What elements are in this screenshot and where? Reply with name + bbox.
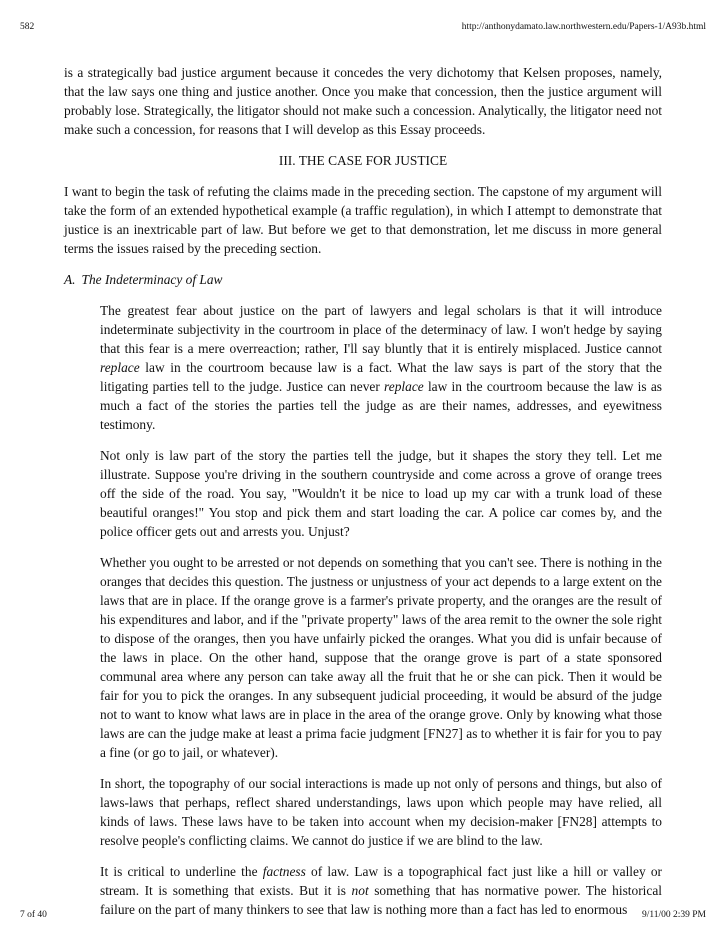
paragraph-text: law in the courtroom because the law is as much a fact of the stories the parties tell the judge as are their names, addresses, and eyewitness testimony. [100,379,662,432]
emphasis-text: factness [262,864,306,879]
subsection-heading [64,270,662,289]
subsection-body [100,301,662,919]
paragraph-text: It is critical to underline the [100,864,263,879]
paragraph-text: The greatest fear about justice on the part of lawyers and legal scholars is that it will introduce indeterminate subjectivity in the courtroom in place of the determinacy of law. I won't hedge by saying that this fear is a mere overreaction; rather, I'll say bluntly that it is entirely misplaced. Justice cannot [100,303,662,356]
paragraph-text: something that has normative power. The historical failure on the part of many thinkers to see that law is nothing more than a fact has led to enormous [100,883,663,917]
page-footer [20,910,706,920]
section-intro-paragraph: I want to begin the task of refuting the claims made in the preceding section. The capstone of my argument will take the form of an extended hypothetical example (a traffic regulation), in which I attempt to demonstrate that justice is an inextricable part of law. But before we get to that demonstration, let me discuss in more general terms the issues raised by the preceding section. [64,184,662,256]
emphasis-text: replace [100,360,140,375]
intro-paragraph: is a strategically bad justice argument because it concedes the very dichotomy that Kelsen proposes, namely, that the law says one thing and justice another. Once you make that concession, then the justice argument will probably lose. Strategically, the litigator should not make such a concession. Analytically, the litigator need not make such a concession, for reasons that I will develop as this Essay proceeds. [64,65,662,137]
section-title: III. THE CASE FOR JUSTICE [278,153,448,168]
paragraph-oranges: Not only is law part of the story the parties tell the judge, but it shapes the story they tell. Let me illustrate. Suppose you're driving in the southern countryside and come across a grove of orange trees off the side of the road. You say, "Wouldn't it be nice to load up my car with a trunk load of these beautiful oranges!" You stop and pick them and start loading the car. A police car comes by, and the police officer gets out and arrests you. Unjust? [100,448,662,539]
source-url: http://anthonydamato.law.northwestern.edu/Papers-1/A93b.html [461,22,706,32]
document-body [64,63,662,931]
page-number: 582 [20,22,35,32]
page-header [20,22,706,32]
emphasis-text: not [351,883,369,898]
subsection-letter: A. [64,272,76,287]
paragraph-topography: In short, the topography of our social interactions is made up not only of persons and things, but also of laws-laws that perhaps, reflect shared understandings, laws upon which people may have relied, all kinds of laws. These laws have to be taken into account when my decision-maker [FN28] attempts to resolve people's conflicting claims. We cannot do justice if we are blind to the law. [100,776,662,848]
paragraph-text: law in the courtroom because law is a fact. What the law says is part of the story that the litigating parties tell to the judge. Justice can never [100,360,662,394]
paragraph-text: of law. Law is a topographical fact just like a hill or valley or stream. It is something that exists. But it is [100,864,662,898]
emphasis-text: replace [384,379,424,394]
print-timestamp: 9/11/00 2:39 PM [641,910,706,920]
paragraph-arrest: Whether you ought to be arrested or not depends on something that you can't see. There is nothing in the oranges that decides this question. The justness or unjustness of your act depends to a large extent on the laws that are in place. If the orange grove is a farmer's private property, and the oranges are the result of his expenditures and labor, and if the "private property" laws of the area remit to the owner the sole right to dispose of the oranges, then you have unfairly picked the oranges. What you did is unfair because of the laws in place. On the other hand, suppose that the orange grove is part of a state sponsored communal area where any person can take away all the fruit that he or she can pick. Then it would be fair for you to pick the oranges. In any subsequent judicial proceeding, it would be absurd of the judge not to want to know what laws are in place in the area of the orange grove. Only by knowing what those laws are can the judge make at least a prima facie judgment [FN27] as to whether it is fair for you to pay a fine (or go to jail, or whatever). [100,555,662,760]
paragraph-fear [100,301,662,434]
page-count: 7 of 40 [20,910,47,920]
subsection-title: The Indeterminacy of Law [81,272,223,287]
